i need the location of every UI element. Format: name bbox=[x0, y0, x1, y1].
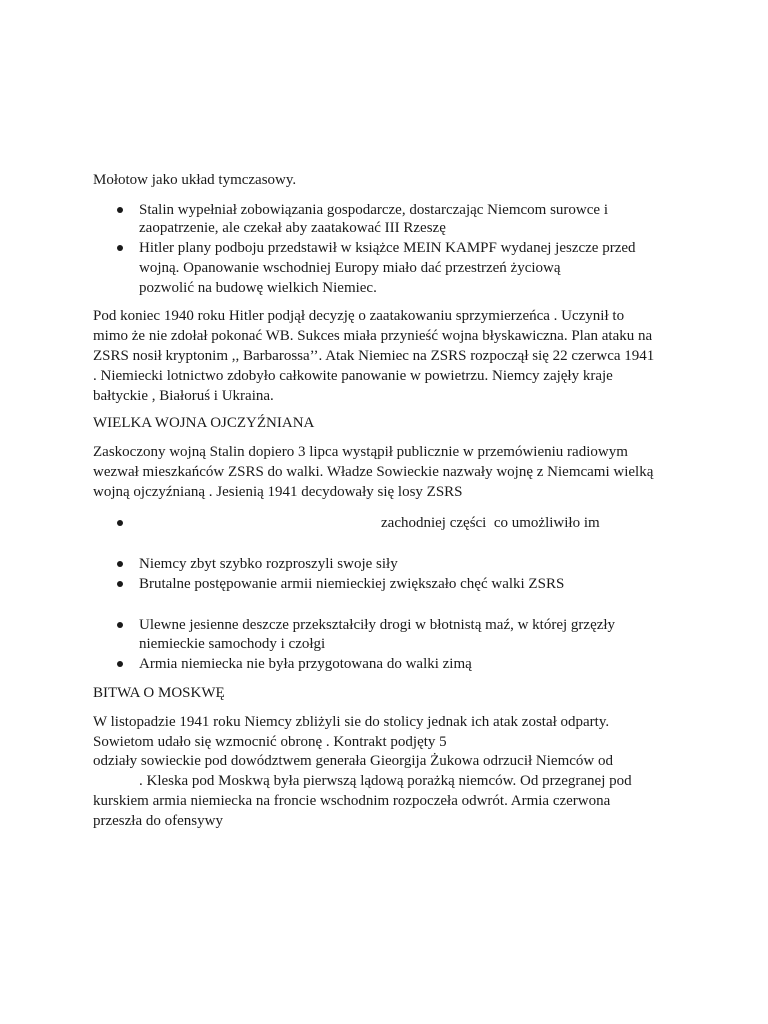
list-item-text: Hitler plany podboju przedstawił w książce MEIN KAMPF wydanej jeszcze przed bbox=[139, 240, 636, 256]
paragraph-line: odziały sowieckie pod dowództwem generała Gieorgija Żukowa odrzucił Niemców od bbox=[93, 753, 613, 769]
paragraph-line: . Niemiecki lotnictwo zdobyło całkowite panowanie w powietrzu. Niemcy zajęły kraje bbox=[93, 368, 613, 384]
paragraph-line: W listopadzie 1941 roku Niemcy zbliżyli sie do stolicy jednak ich atak został odparty. bbox=[93, 714, 610, 730]
section-heading: WIELKA WOJNA OJCZYŹNIANA bbox=[93, 415, 315, 431]
paragraph-line: wezwał mieszkańców ZSRS do walki. Władze Sowieckie nazwały wojnę z Niemcami wielką bbox=[93, 464, 654, 480]
bullet-dot-icon bbox=[117, 207, 123, 213]
paragraph-line: kurskiem armia niemiecka na froncie wschodnim rozpoczeła odwrót. Armia czerwona bbox=[93, 793, 611, 809]
list-item-text: zachodniej części co umożliwiło im bbox=[381, 515, 600, 531]
list-item-text: wojną. Opanowanie wschodniej Europy miało dać przestrzeń życiową bbox=[139, 260, 561, 276]
list-item-text: Ulewne jesienne deszcze przekształciły drogi w błotnistą maź, w której grzęzły bbox=[139, 617, 616, 633]
bullet-dot-icon bbox=[117, 520, 123, 526]
bullet-dot-icon bbox=[117, 561, 123, 567]
section-heading: BITWA O MOSKWĘ bbox=[93, 685, 225, 701]
paragraph-line: wojną ojczyźnianą . Jesienią 1941 decydowały się losy ZSRS bbox=[93, 484, 463, 500]
list-item-text: zaopatrzenie, ale czekał aby zaatakować III Rzeszę bbox=[139, 220, 446, 236]
intro-line: Mołotow jako układ tymczasowy. bbox=[93, 172, 297, 188]
paragraph-line: Pod koniec 1940 roku Hitler podjął decyzję o zaatakowaniu sprzymierzeńca . Uczynił to bbox=[93, 308, 625, 324]
paragraph-line: bałtyckie , Białoruś i Ukraina. bbox=[93, 388, 274, 404]
bullet-dot-icon bbox=[117, 661, 123, 667]
list-item-text: pozwolić na budowę wielkich Niemiec. bbox=[139, 280, 377, 296]
paragraph-line: ZSRS nosił kryptonim ,, Barbarossa’’. Atak Niemiec na ZSRS rozpoczął się 22 czerwca 1941 bbox=[93, 348, 655, 364]
paragraph-line: mimo że nie zdołał pokonać WB. Sukces miała przynieść wojna błyskawiczna. Plan ataku na bbox=[93, 328, 653, 344]
list-item-text: Brutalne postępowanie armii niemieckiej zwiększało chęć walki ZSRS bbox=[139, 576, 565, 592]
list-item-text: Niemcy zbyt szybko rozproszyli swoje siły bbox=[139, 556, 398, 572]
paragraph-line: Sowietom udało się wzmocnić obronę . Kontrakt podjęty 5 bbox=[93, 734, 447, 750]
list-item-text: Armia niemiecka nie była przygotowana do walki zimą bbox=[139, 656, 472, 672]
bullet-dot-icon bbox=[117, 245, 123, 251]
paragraph-line: . Kleska pod Moskwą była pierwszą lądową porażką niemców. Od przegranej pod bbox=[139, 773, 632, 789]
paragraph-line: Zaskoczony wojną Stalin dopiero 3 lipca wystąpił publicznie w przemówieniu radiowym bbox=[93, 444, 628, 460]
paragraph-line: przeszła do ofensywy bbox=[93, 813, 223, 829]
bullet-dot-icon bbox=[117, 581, 123, 587]
bullet-dot-icon bbox=[117, 622, 123, 628]
list-item-text: Stalin wypełniał zobowiązania gospodarcze, dostarczając Niemcom surowce i bbox=[139, 202, 608, 218]
list-item-text: niemieckie samochody i czołgi bbox=[139, 636, 326, 652]
